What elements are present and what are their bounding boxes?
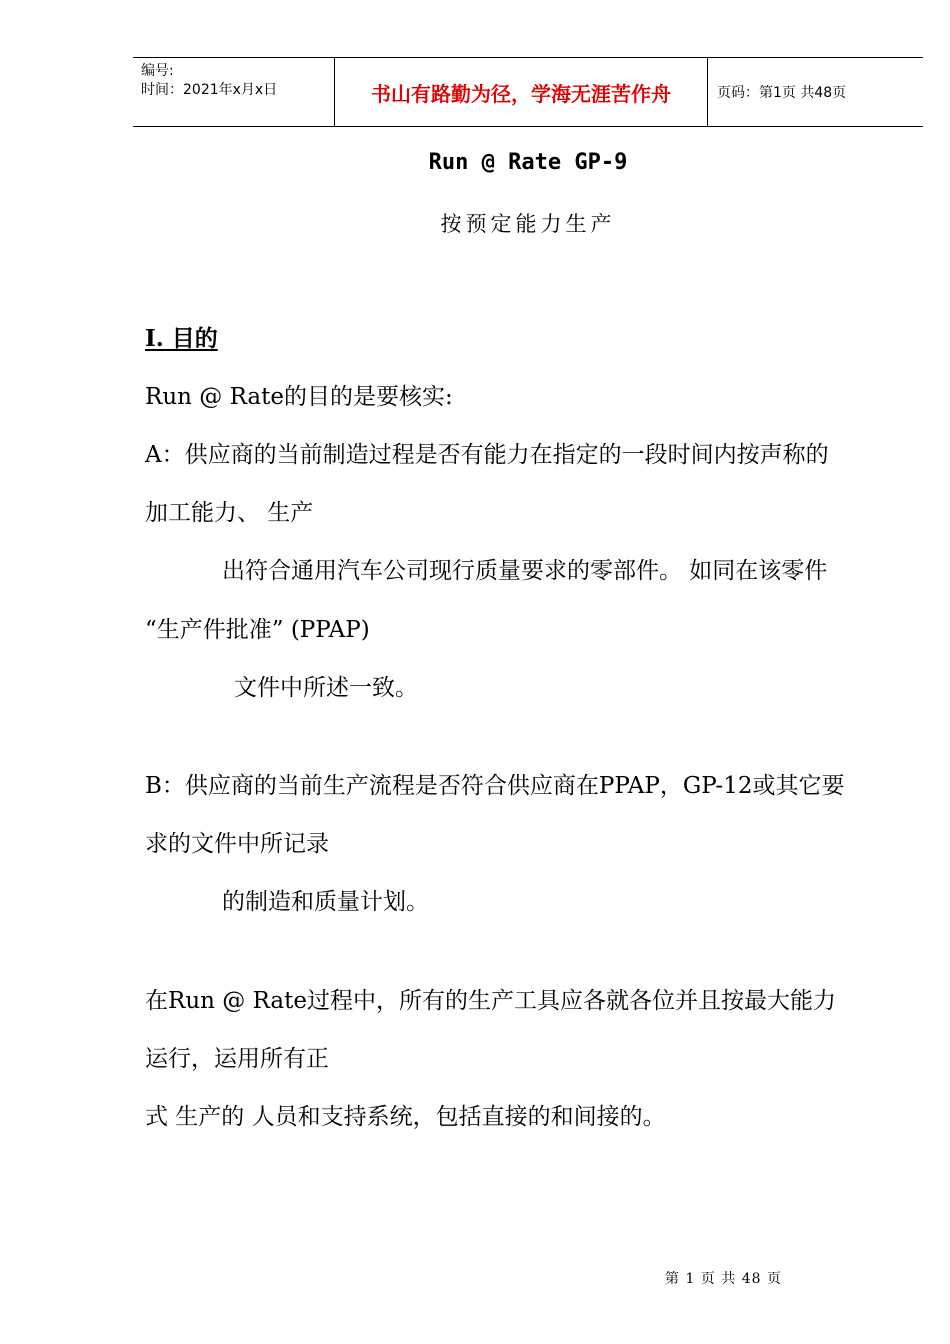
- page-footer: 第 1 页 共 48 页: [665, 1271, 782, 1287]
- body-line: 出符合通用汽车公司现行质量要求的零部件。 如同在该零件: [222, 558, 828, 584]
- body-line: A：供应商的当前制造过程是否有能力在指定的一段时间内按声称的: [145, 442, 829, 468]
- document-header: [133, 57, 923, 127]
- date-label: 时间：2021年x月x日: [141, 82, 278, 98]
- document-title: Run @ Rate GP-9: [428, 150, 628, 175]
- document-subtitle: 按预定能力生产: [440, 212, 616, 236]
- body-line: 的制造和质量计划。: [222, 889, 429, 915]
- body-line: 求的文件中所记录: [145, 831, 329, 857]
- header-motto: 书山有路勤为径，学海无涯苦作舟: [371, 81, 671, 106]
- body-line: Run @ Rate的目的是要核实:: [145, 384, 453, 410]
- body-line: 加工能力、 生产: [145, 500, 314, 526]
- body-line: “生产件批准” (PPAP): [145, 617, 370, 643]
- header-page-info: 页码：第1页 共48页: [717, 85, 847, 101]
- section-heading: I. 目的: [145, 325, 218, 352]
- body-line: B：供应商的当前生产流程是否符合供应商在PPAP，GP-12或其它要: [145, 773, 845, 799]
- body-line: 运行，运用所有正: [145, 1046, 329, 1072]
- header-divider: [707, 58, 708, 126]
- header-meta: [141, 62, 277, 100]
- body-line: 在Run @ Rate过程中，所有的生产工具应各就各位并且按最大能力: [145, 988, 836, 1014]
- body-line: 式 生产的 人员和支持系统，包括直接的和间接的。: [145, 1104, 666, 1130]
- doc-number-label: 编号:: [141, 63, 174, 79]
- body-line: 文件中所述一致。: [234, 675, 418, 701]
